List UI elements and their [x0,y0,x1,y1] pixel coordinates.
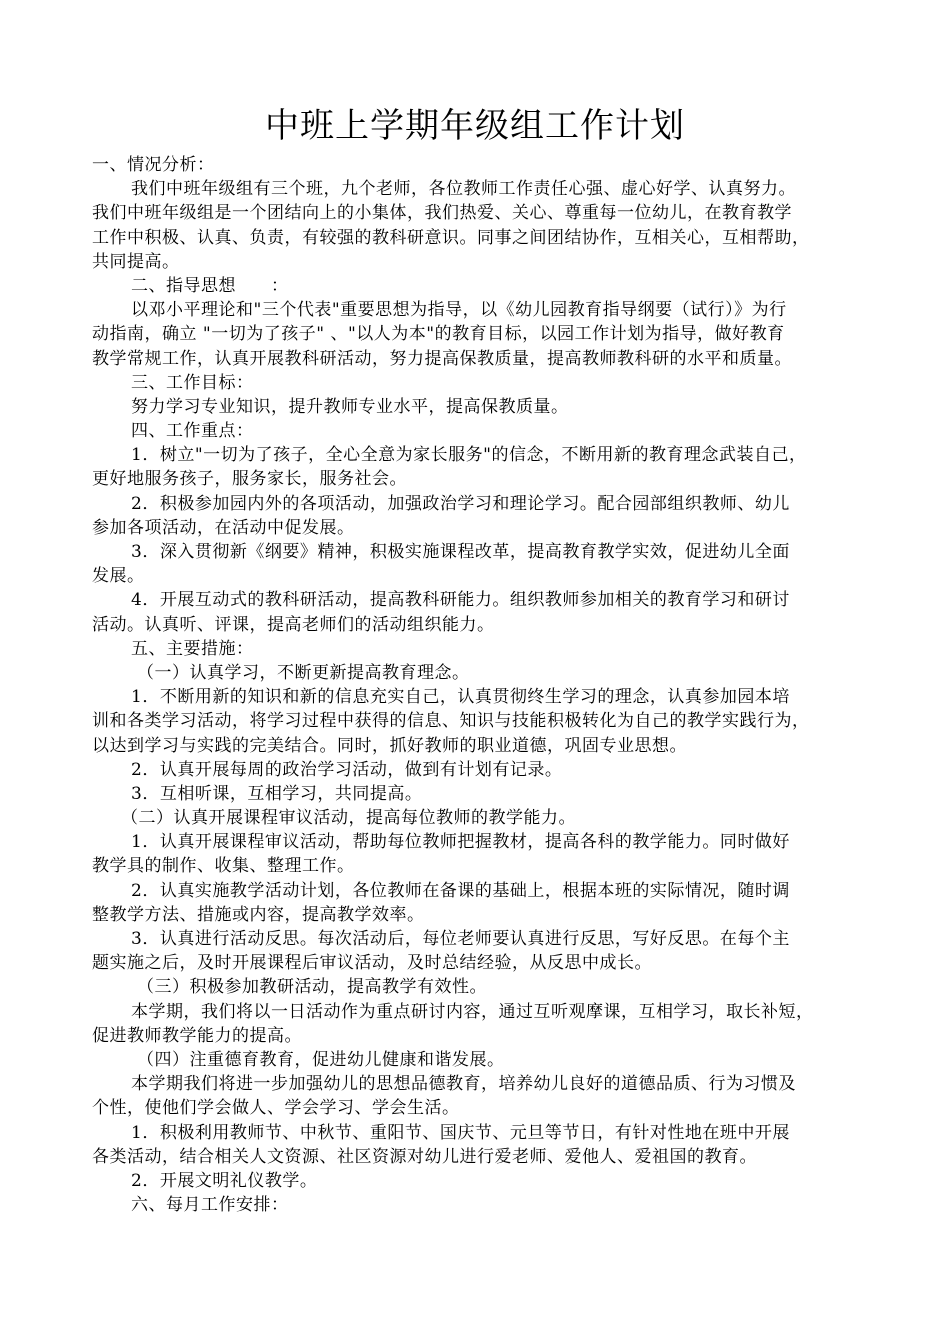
text-line: 发展。 [92,566,145,587]
text-line: 以邓小平理论和"三个代表"重要思想为指导，以《幼儿园教育指导纲要（试行）》为行 [131,300,787,321]
text-line: 2．认真实施教学活动计划，各位教师在备课的基础上，根据本班的实际情况，随时调 [131,880,790,901]
text-line: 教学常规工作，认真开展教科研活动，努力提高保教质量，提高教师教科研的水平和质量。 [92,348,792,369]
text-line: 1．树立"一切为了孩子，全心全意为家长服务"的信念，不断用新的教育理念武装自己， [131,445,807,466]
text-line: 参加各项活动，在活动中促发展。 [92,517,355,538]
document-body [92,153,864,1217]
text-line: （一）认真学习，不断更新提高教育理念。 [137,662,470,683]
text-line: 3．认真进行活动反思。每次活动后，每位老师要认真进行反思，写好反思。在每个主 [131,929,790,949]
text-line: 本学期，我们将以一日活动作为重点研讨内容，通过互听观摩课，互相学习，取长补短， [131,1001,814,1022]
text-line: 工作中积极、认真、负责，有较强的教科研意识。同事之间团结协作，互相关心，互相帮助， [92,227,810,248]
text-line: 整教学方法、措施或内容，提高教学效率。 [92,904,425,925]
text-line: 4．开展互动式的教科研活动，提高教科研能力。组织教师参加相关的教育学习和研讨 [131,590,790,611]
text-line: （三）积极参加教研活动，提高教学有效性。 [137,977,487,998]
text-line: 共同提高。 [92,251,180,272]
text-line: 以达到学习与实践的完美结合。同时，抓好教师的职业道德，巩固专业思想。 [92,735,687,756]
text-line: 努力学习专业知识，提升教师专业水平，提高保教质量。 [131,396,569,417]
text-line: 2．积极参加园内外的各项活动，加强政治学习和理论学习。配合园部组织教师、幼儿 [131,493,790,514]
text-line: （四）注重德育教育，促进幼儿健康和谐发展。 [137,1049,505,1070]
text-line: 题实施之后，及时开展课程后审议活动，及时总结经验，从反思中成长。 [92,953,652,974]
text-line: 二、指导思想 ： [131,275,289,296]
text-line: 我们中班年级组有三个班，九个老师，各位教师工作责任心强、虚心好学、认真努力。 [131,179,796,200]
text-line: 教学具的制作、收集、整理工作。 [92,856,355,877]
text-line: 五、主要措施： [131,638,254,659]
text-line: 各类活动，结合相关人文资源、社区资源对幼儿进行爱老师、爱他人、爱祖国的教育。 [92,1146,757,1167]
text-line: 我们中班年级组是一个团结向上的小集体，我们热爱、关心、尊重每一位幼儿，在教育教学 [92,203,792,224]
text-line: 三、工作目标： [131,372,254,393]
text-line: 训和各类学习活动，将学习过程中获得的信息、知识与技能积极转化为自己的教学实践行为， [92,711,810,732]
text-line: 3．深入贯彻新《纲要》精神，积极实施课程改革，提高教育教学实效，促进幼儿全面 [131,542,790,562]
text-line: （二）认真开展课程审议活动，提高每位教师的教学能力。 [121,808,576,829]
text-line: 活动。认真听、评课，提高老师们的活动组织能力。 [92,614,495,635]
text-line: 本学期我们将进一步加强幼儿的思想品德教育，培养幼儿良好的道德品质、行为习惯及 [131,1074,796,1095]
text-line: 1．认真开展课程审议活动，帮助每位教师把握教材，提高各科的教学能力。同时做好 [131,832,790,853]
text-line: 一、情况分析： [92,155,215,175]
text-line: 六、每月工作安排： [131,1195,289,1216]
text-line: 个性，使他们学会做人、学会学习、学会生活。 [92,1098,460,1119]
text-line: 2．开展文明礼仪教学。 [131,1170,318,1191]
text-line: 1．积极利用教师节、中秋节、重阳节、国庆节、元旦等节日，有针对性地在班中开展 [131,1122,790,1143]
text-line: 促进教师教学能力的提高。 [92,1025,302,1046]
text-line: 3．互相听课，互相学习，共同提高。 [131,783,423,804]
text-line: 动指南，确立 "一切为了孩子" 、"以人为本"的教育目标，以园工作计划为指导，做好教育 [92,324,785,345]
text-line: 1．不断用新的知识和新的信息充实自己，认真贯彻终生学习的理念，认真参加园本培 [131,687,790,708]
text-line: 更好地服务孩子，服务家长，服务社会。 [92,469,407,490]
text-line: 四、工作重点： [131,421,254,442]
document-title: 中班上学期年级组工作计划 [265,106,685,146]
text-line: 2．认真开展每周的政治学习活动，做到有计划有记录。 [131,759,563,780]
